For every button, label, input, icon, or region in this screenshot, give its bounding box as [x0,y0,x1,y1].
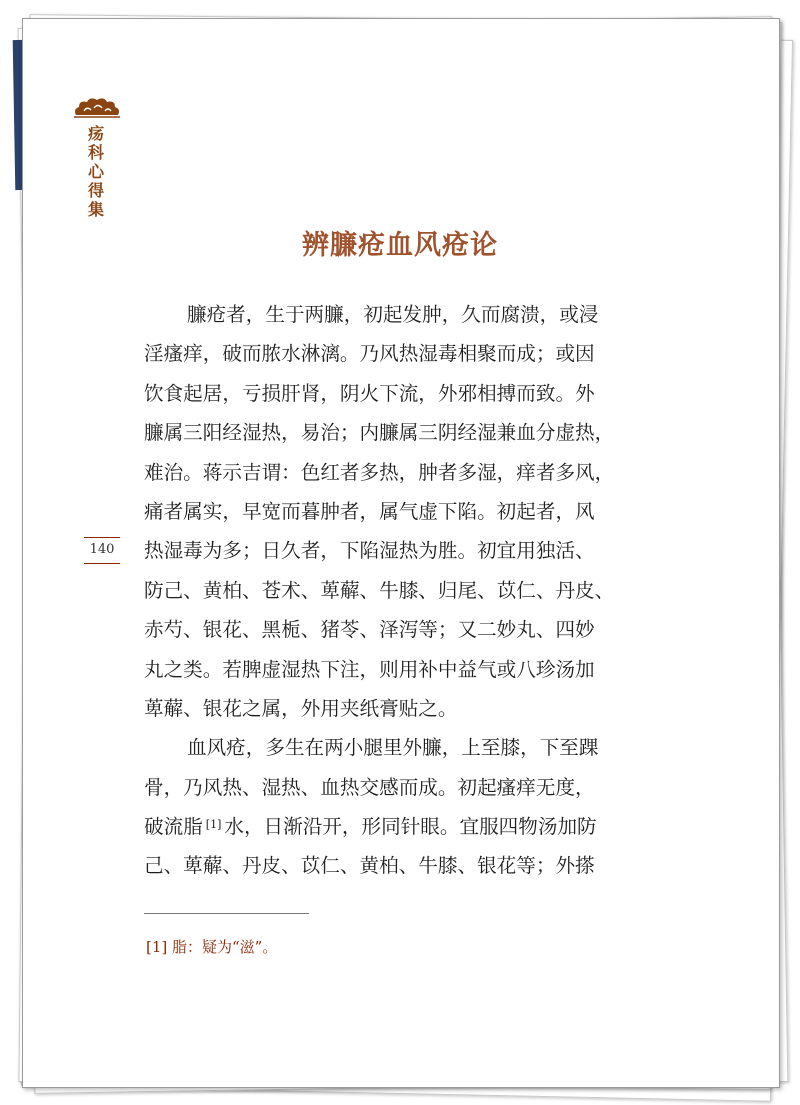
book-title-char: 得 [87,181,104,200]
body-text [144,295,646,886]
body-line: 防己、黄柏、苍术、萆薢、牛膝、归尾、苡仁、丹皮、 [144,578,615,602]
book-title-char: 集 [87,200,104,219]
cloud-ornament-icon [72,96,122,120]
body-line-with-note: 破流脂 [1] 水，日渐沿开，形同针眼。宜服四物汤加防 [144,815,597,839]
body-line: 臁属三阳经湿热，易治；内臁属三阴经湿兼血分虚热， [144,421,615,445]
body-line: 痛者属实，早宽而暮肿者，属气虚下陷。初起者，风 [144,499,595,523]
body-line: 萆薢、银花之属，外用夹纸膏贴之。 [144,696,458,720]
body-line: 饮食起居，亏损肝肾，阴火下流，外邪相搏而致。外 [144,381,595,405]
body-line: 赤芍、银花、黑栀、猪苓、泽泻等；又二妙丸、四妙 [144,618,595,642]
chapter-title: 辨臁疮血风疮论 [302,230,498,261]
body-line: 淫瘙痒，破而脓水淋漓。乃风热湿毒相聚而成；或因 [144,342,595,366]
book-title-vertical [84,124,108,219]
body-line: 难治。蒋示吉谓：色红者多热，肿者多湿，痒者多风， [144,460,615,484]
page-number: 140 [89,542,115,557]
body-line: 骨，乃风热、湿热、血热交感而成。初起瘙痒无度， [144,775,595,799]
book-title-char: 科 [87,143,104,162]
body-line: 血风疮，多生在两小腿里外臁，上至膝，下至踝 [187,736,599,760]
footnote-divider [144,913,309,914]
body-line: 丸之类。若脾虚湿热下注，则用补中益气或八珍汤加 [144,657,595,681]
page-number-rule-top [84,537,120,538]
footnote-marker: [1] [205,818,222,832]
book-title-char: 疡 [87,124,104,143]
body-line: 己、萆薢、丹皮、苡仁、黄柏、牛膝、银花等；外搽 [144,854,595,878]
book-title-char: 心 [87,162,104,181]
body-line: 臁疮者，生于两臁，初起发肿，久而腐溃，或浸 [187,303,599,326]
page-number-rule-bottom [84,563,120,564]
footnote: [1] 脂：疑为“滋”。 [146,938,278,956]
body-line: 热湿毒为多；日久者，下陷湿热为胜。初宜用独活、 [144,539,595,563]
